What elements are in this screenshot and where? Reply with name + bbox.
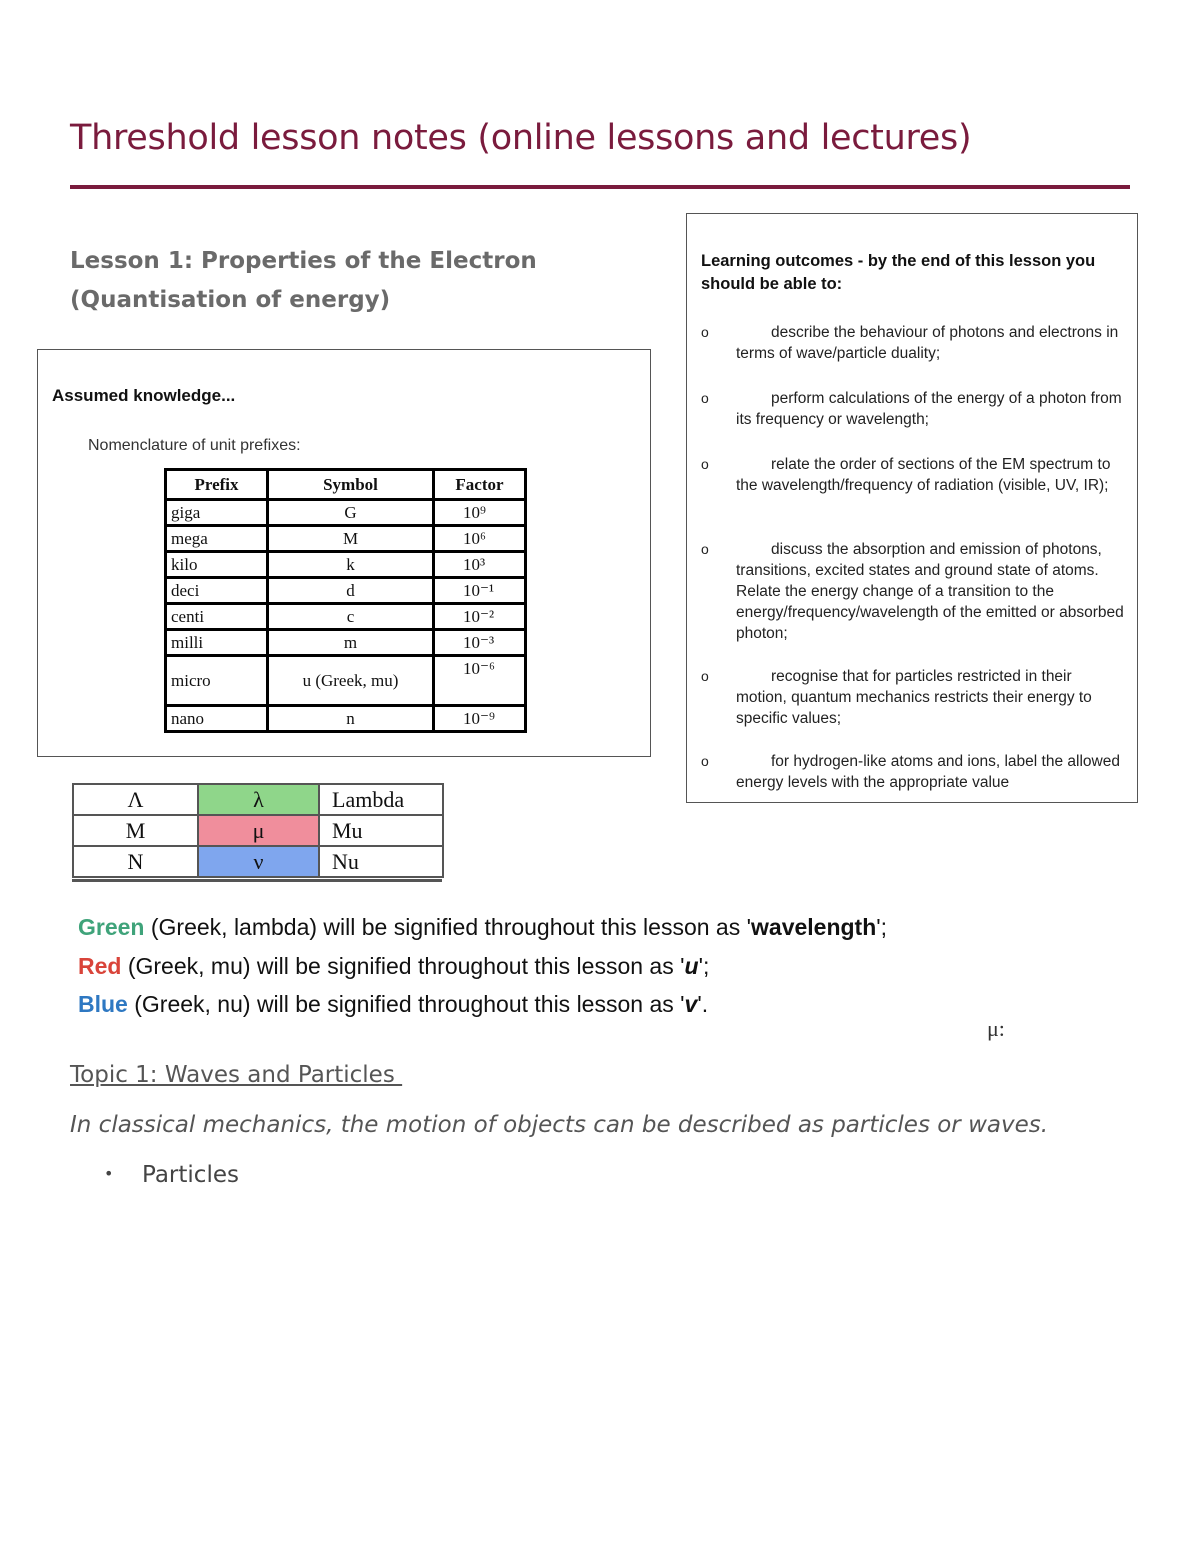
outcome-item <box>701 751 1125 793</box>
symbol-cell: G <box>268 500 434 526</box>
factor-cell: 10⁻⁹ <box>434 706 526 732</box>
mu-colon-text: μ: <box>987 1016 1005 1041</box>
greek-name: Lambda <box>319 784 443 815</box>
outcome-bullet: o <box>701 668 709 684</box>
table-row <box>166 706 526 732</box>
prefix-cell: deci <box>166 578 268 604</box>
color-key-red <box>78 953 709 980</box>
outcome-item <box>701 388 1125 430</box>
blue-desc: (Greek, nu) will be signified throughout this lesson as ' <box>127 991 685 1017</box>
greek-uppercase: M <box>73 815 198 846</box>
prefix-cell: giga <box>166 500 268 526</box>
learning-outcomes-heading: Learning outcomes - by the end of this lesson you should be able to: <box>701 252 1096 293</box>
outcome-text: recognise that for particles restricted in their motion, quantum mechanics restricts their energy to specific values; <box>736 668 1092 727</box>
symbol-cell: M <box>268 526 434 552</box>
outcome-item <box>701 322 1125 364</box>
greek-name: Mu <box>319 815 443 846</box>
red-desc: (Greek, mu) will be signified throughout this lesson as ' <box>121 953 685 979</box>
red-term: u <box>684 953 699 979</box>
lesson-heading-line2: (Quantisation of energy) <box>70 287 391 313</box>
symbol-cell: d <box>268 578 434 604</box>
assumed-knowledge-title: Assumed knowledge... <box>52 386 236 405</box>
outcome-bullet: o <box>701 753 709 769</box>
table-row <box>73 784 443 815</box>
greek-letters-table <box>72 783 444 878</box>
assumed-knowledge-box <box>37 349 651 757</box>
outcome-bullet: o <box>701 390 709 406</box>
greek-lowercase-highlight: λ <box>198 784 319 815</box>
greek-lowercase-highlight: μ <box>198 815 319 846</box>
bullet-dot-icon: • <box>104 1164 114 1183</box>
greek-name: Nu <box>319 846 443 877</box>
nomenclature-label: Nomenclature of unit prefixes: <box>88 437 301 454</box>
header-symbol: Symbol <box>268 470 434 500</box>
outcome-item <box>701 666 1125 729</box>
green-term: wavelength <box>751 914 877 940</box>
green-end: '; <box>876 914 888 940</box>
prefix-cell: kilo <box>166 552 268 578</box>
factor-cell: 10⁻³ <box>434 630 526 656</box>
greek-uppercase: N <box>73 846 198 877</box>
outcome-text: describe the behaviour of photons and electrons in terms of wave/particle duality; <box>736 324 1119 362</box>
lesson-heading <box>70 242 630 320</box>
outcome-bullet: o <box>701 456 709 472</box>
factor-cell: 10⁹ <box>434 500 526 526</box>
table-row <box>166 656 526 706</box>
symbol-cell: c <box>268 604 434 630</box>
green-word: Green <box>78 914 145 940</box>
outcome-text: for hydrogen-like atoms and ions, label the allowed energy levels with the appropriate value <box>736 753 1120 791</box>
bullet-item-text: Particles <box>142 1162 239 1188</box>
outcome-item <box>701 539 1125 644</box>
learning-outcomes-box <box>686 213 1138 803</box>
red-end: '; <box>698 953 710 979</box>
blue-end: '. <box>697 991 709 1017</box>
table-row <box>73 846 443 877</box>
greek-lowercase-highlight: ν <box>198 846 319 877</box>
factor-cell: 10³ <box>434 552 526 578</box>
outcome-text: relate the order of sections of the EM spectrum to the wavelength/frequency of radiation (visible, UV, IR); <box>736 456 1111 494</box>
classical-mechanics-intro: In classical mechanics, the motion of objects can be described as particles or waves. <box>70 1112 1049 1138</box>
unit-prefix-table <box>164 468 527 733</box>
table-row <box>166 552 526 578</box>
blue-word: Blue <box>78 991 128 1017</box>
color-key-green <box>78 914 887 941</box>
title-divider <box>70 185 1130 189</box>
color-key-blue <box>78 991 708 1018</box>
topic-heading: Topic 1: Waves and Particles <box>70 1062 403 1088</box>
table-bottom-rule <box>72 879 442 882</box>
symbol-cell: n <box>268 706 434 732</box>
table-row <box>73 815 443 846</box>
prefix-cell: micro <box>166 656 268 706</box>
prefix-cell: mega <box>166 526 268 552</box>
prefix-cell: centi <box>166 604 268 630</box>
table-row <box>166 630 526 656</box>
factor-cell: 10⁻² <box>434 604 526 630</box>
blue-term: v <box>684 991 698 1017</box>
document-title: Threshold lesson notes (online lessons and lectures) <box>70 118 972 158</box>
outcome-item <box>701 454 1125 496</box>
greek-uppercase: Λ <box>73 784 198 815</box>
table-row <box>166 604 526 630</box>
factor-cell: 10⁶ <box>434 526 526 552</box>
header-prefix: Prefix <box>166 470 268 500</box>
prefix-cell: milli <box>166 630 268 656</box>
green-desc: (Greek, lambda) will be signified throughout this lesson as ' <box>144 914 752 940</box>
table-row <box>166 526 526 552</box>
outcome-bullet: o <box>701 541 709 557</box>
symbol-cell: u (Greek, mu) <box>268 656 434 706</box>
outcome-bullet: o <box>701 324 709 340</box>
table-header-row <box>166 470 526 500</box>
lesson-heading-line1: Lesson 1: Properties of the Electron <box>70 248 537 274</box>
bullet-list-item <box>104 1162 239 1188</box>
header-factor: Factor <box>434 470 526 500</box>
table-row <box>166 578 526 604</box>
table-row <box>166 500 526 526</box>
outcome-text: discuss the absorption and emission of photons, transitions, excited states and ground state of atoms. Relate the energy change of a transition to the energy/frequency/wavelength of the emitted or absorbed photon; <box>736 541 1124 642</box>
red-word: Red <box>78 953 122 979</box>
symbol-cell: k <box>268 552 434 578</box>
prefix-cell: nano <box>166 706 268 732</box>
factor-cell: 10⁻⁶ <box>434 656 526 706</box>
outcome-text: perform calculations of the energy of a photon from its frequency or wavelength; <box>736 390 1122 428</box>
symbol-cell: m <box>268 630 434 656</box>
factor-cell: 10⁻¹ <box>434 578 526 604</box>
